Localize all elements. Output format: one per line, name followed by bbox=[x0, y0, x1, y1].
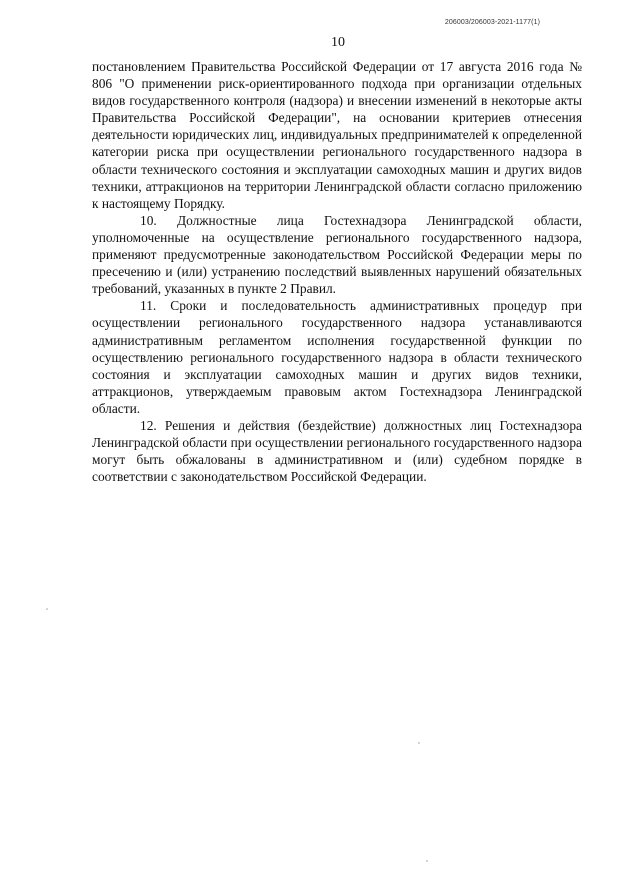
page-number: 10 bbox=[331, 35, 345, 50]
paragraph-12: 12. Решения и действия (бездействие) должностных лиц Гостехнадзора Ленинградской области при осуществлении регионального государственного надзора могут быть обжалованы в административном и (или) судебном порядке в соответствии с законодательством Российской Федерации. bbox=[92, 417, 582, 485]
paragraph-11: 11. Сроки и последовательность административных процедур при осуществлении регионального государственного надзора устанавливаются административным регламентом исполнения государственной функции по осуществлению регионального государственного надзора в области технического состояния и эксплуатации самоходных машин и других видов техники, аттракционов, утверждаемым правовым актом Гостехнадзора Ленинградской области. bbox=[92, 298, 582, 416]
paragraph-continuation: постановлением Правительства Российской Федерации от 17 августа 2016 года № 806 "О применении риск-ориентированного подхода при организации отдельных видов государственного контроля (надзора) и внесении изменений в некоторые акты Правительства Российской Федерации", на основании критериев отнесения деятельности юридических лиц, индивидуальных предпринимателей к определенной категории риска при осуществлении регионального государственного надзора в области технического состояния и эксплуатации самоходных машин и других видов техники, аттракционов на территории Ленинградской области согласно приложению к настоящему Порядку. bbox=[92, 59, 582, 211]
scan-speck bbox=[46, 608, 48, 610]
document-body bbox=[92, 58, 582, 485]
scan-speck bbox=[426, 860, 428, 862]
paragraph-10: 10. Должностные лица Гостехнадзора Ленинградской области, уполномоченные на осуществление регионального государственного надзора, применяют предусмотренные законодательством Российской Федерации меры по пресечению и (или) устранению последствий выявленных нарушений обязательных требований, указанных в пункте 2 Правил. bbox=[92, 212, 582, 297]
document-registration-code: 206003/206003-2021-1177(1) bbox=[444, 19, 540, 26]
scan-speck bbox=[418, 742, 420, 744]
